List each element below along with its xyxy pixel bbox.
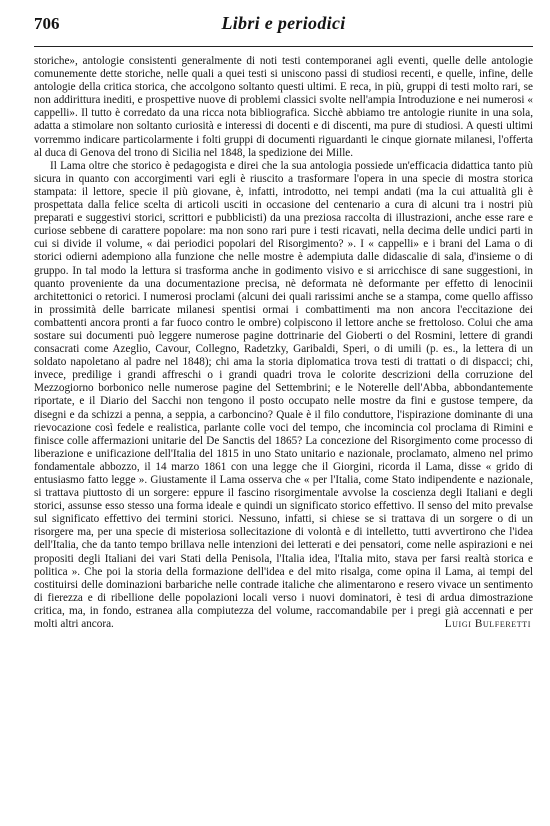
- page-header: [34, 12, 533, 47]
- running-head: Libri e periodici: [221, 13, 346, 33]
- article-body: [34, 55, 533, 631]
- page-number: 706: [34, 14, 60, 33]
- author-signature: Luigi Bulferetti: [444, 618, 531, 631]
- paragraph-1: storiche», antologie consistenti generalmente di noti testi contemporanei agli eventi, quelle delle antologie comunemente dette storiche, nelle quali a quei testi si uniscono passi di studiosi recenti, e quelle, infine, delle antologie della critica storica, che accolgono soltanto questi ultimi. E reca, in più, gruppi di testi molto rari, se non addirittura inediti, e prospettive nuove di problemi classici svolte nell'ampia Introduzione e nei numerosi « cappelli». Il tutto è corredato da una ricca nota bibliografica. Sicchè abbiamo tre antologie riunite in una sola, adatta a stimolare non soltanto curiosità e interessi di docenti e di discenti, ma pure di studiosi. A questi ultimi vorremmo indicare particolarmente i folti gruppi di documenti riguardanti le cinque giornate milanesi, l'offerta al duca di Genova del trono di Sicilia nel 1848, la spedizione dei Mille.: [34, 55, 533, 159]
- paragraph-2: Il Lama oltre che storico è pedagogista e direi che la sua antologia possiede un'efficacia didattica tanto più sicura in quanto con accorgimenti vari egli è riuscito a trasformare l'opera in una specie di mostra storica stampata: il lettore, specie il più giovane, è, infatti, introdotto, nei tempi andati (ma la cui attualità gli è prospettata dalla felice scelta di articoli usciti in occasione del centenario a cura di alcuni tra i nostri più preparati e suggestivi storici, scrittori e pubblicisti) da una preziosa raccolta di illustrazioni, anche esse rare e curiose sebbene di carattere popolare: ma non sono rari pure i testi ricavati, nella decima delle undici parti in cui si divide il volume, « dai periodici popolari del Risorgimento? ». I « cappelli» e i brani del Lama o di storici odierni adempiono alla funzione che nelle mostre è adempiuta dalle didascalie di sala, d'insieme o di gruppo. In tal modo la lettura si trasforma anche in godimento visivo e si arricchisce di sane suggestioni, in quanto proveniente da una documentazione precisa, nè deformata nè deformante per effetto di lenocinii architettonici o retorici. I numerosi proclami (alcuni dei quali rarissimi anche se a stampa, come quello affisso in prossimità delle barricate milanesi spentisi ormai i combattimenti ma non ancora l'eccitazione dei combattenti ancora pronti a far fuoco contro le ombre) colpiscono il lettore anche se frettoloso. Colui che ama sostare sui documenti può leggere numerose pagine dottrinarie del Gioberti o del Rosmini, lettere di grandi consacrati come Azeglio, Cavour, Collegno, Radetzky, Garibaldi, Speri, o di umili (p. es., la lettera di un soldato napoletano al padre nel 1848); chi ama la storia diplomatica trova testi di trattati o di dispacci; chi, invece, predilige i grandi affreschi o i grandi quadri trova le colorite descrizioni della corruzione del Mezzogiorno borbonico nelle numerose pagine del Settembrini; e le Noterelle dell'Abba, abbondantemente riportate, e il Diario del Sacchi non tengono il posto occupato nelle mostre da fini e gustose tempere, da disegni e da schizzi a penna, a seppia, a carboncino? Quale è il filo conduttore, l'ispirazione dominante di una rievocazione così fedele e realistica, parlante colle voci del tempo, che incomincia col proclama di Rimini e finisce colle affermazioni unitarie del De Sanctis del 1865? La concezione del Risorgimento come processo di liberazione e unificazione dell'Italia del 1815 in uno Stato unitario e nazionale, proclamato, almeno nel primo fondamentale abbozzo, il 14 marzo 1861 con una legge che il Giorgini, ricorda il Lama, disse « grido di entusiasmo fatto legge ». Giustamente il Lama osserva che « per l'Italia, come Stato indipendente e nazionale, si trattava piuttosto di un sorgere: eppure il fascino risorgimentale avvolse la coscienza degli Italiani e degli storici, assunse esso stesso una forma ideale e quindi un significato storico effettivo. Il senso del mito prevalse sul significato effettivo dei termini storici. Nessuno, infatti, si chiese se si trattava di un sorgere o di un risorgere ma, per una specie di misteriosa sollecitazione di volontà e di intelletto, tutti avvertirono che l'idea dell'Italia, che da tanto tempo brillava nelle intenzioni dei letterati e dei pensatori, come nelle aspirazioni e nei propositi degli Italiani dei vari Stati della Penisola, l'Italia idea, l'Italia mito, stava per farsi realtà storica e politica ». Che poi la storia della formazione dell'idea e del mito risalga, come opina il Lama, ai tempi del costituirsi delle dominazioni barbariche nelle contrade italiche che alimentarono e resero vivace un sentimento di fierezza e di ribellione delle popolazioni locali verso i nuovi dominatori, è tesi di ardua dimostrazione critica, ma, in fondo, estranea alla compiutezza del volume, raccomandabile per i pregi già accennati e per molti altri ancora.: [34, 159, 533, 631]
